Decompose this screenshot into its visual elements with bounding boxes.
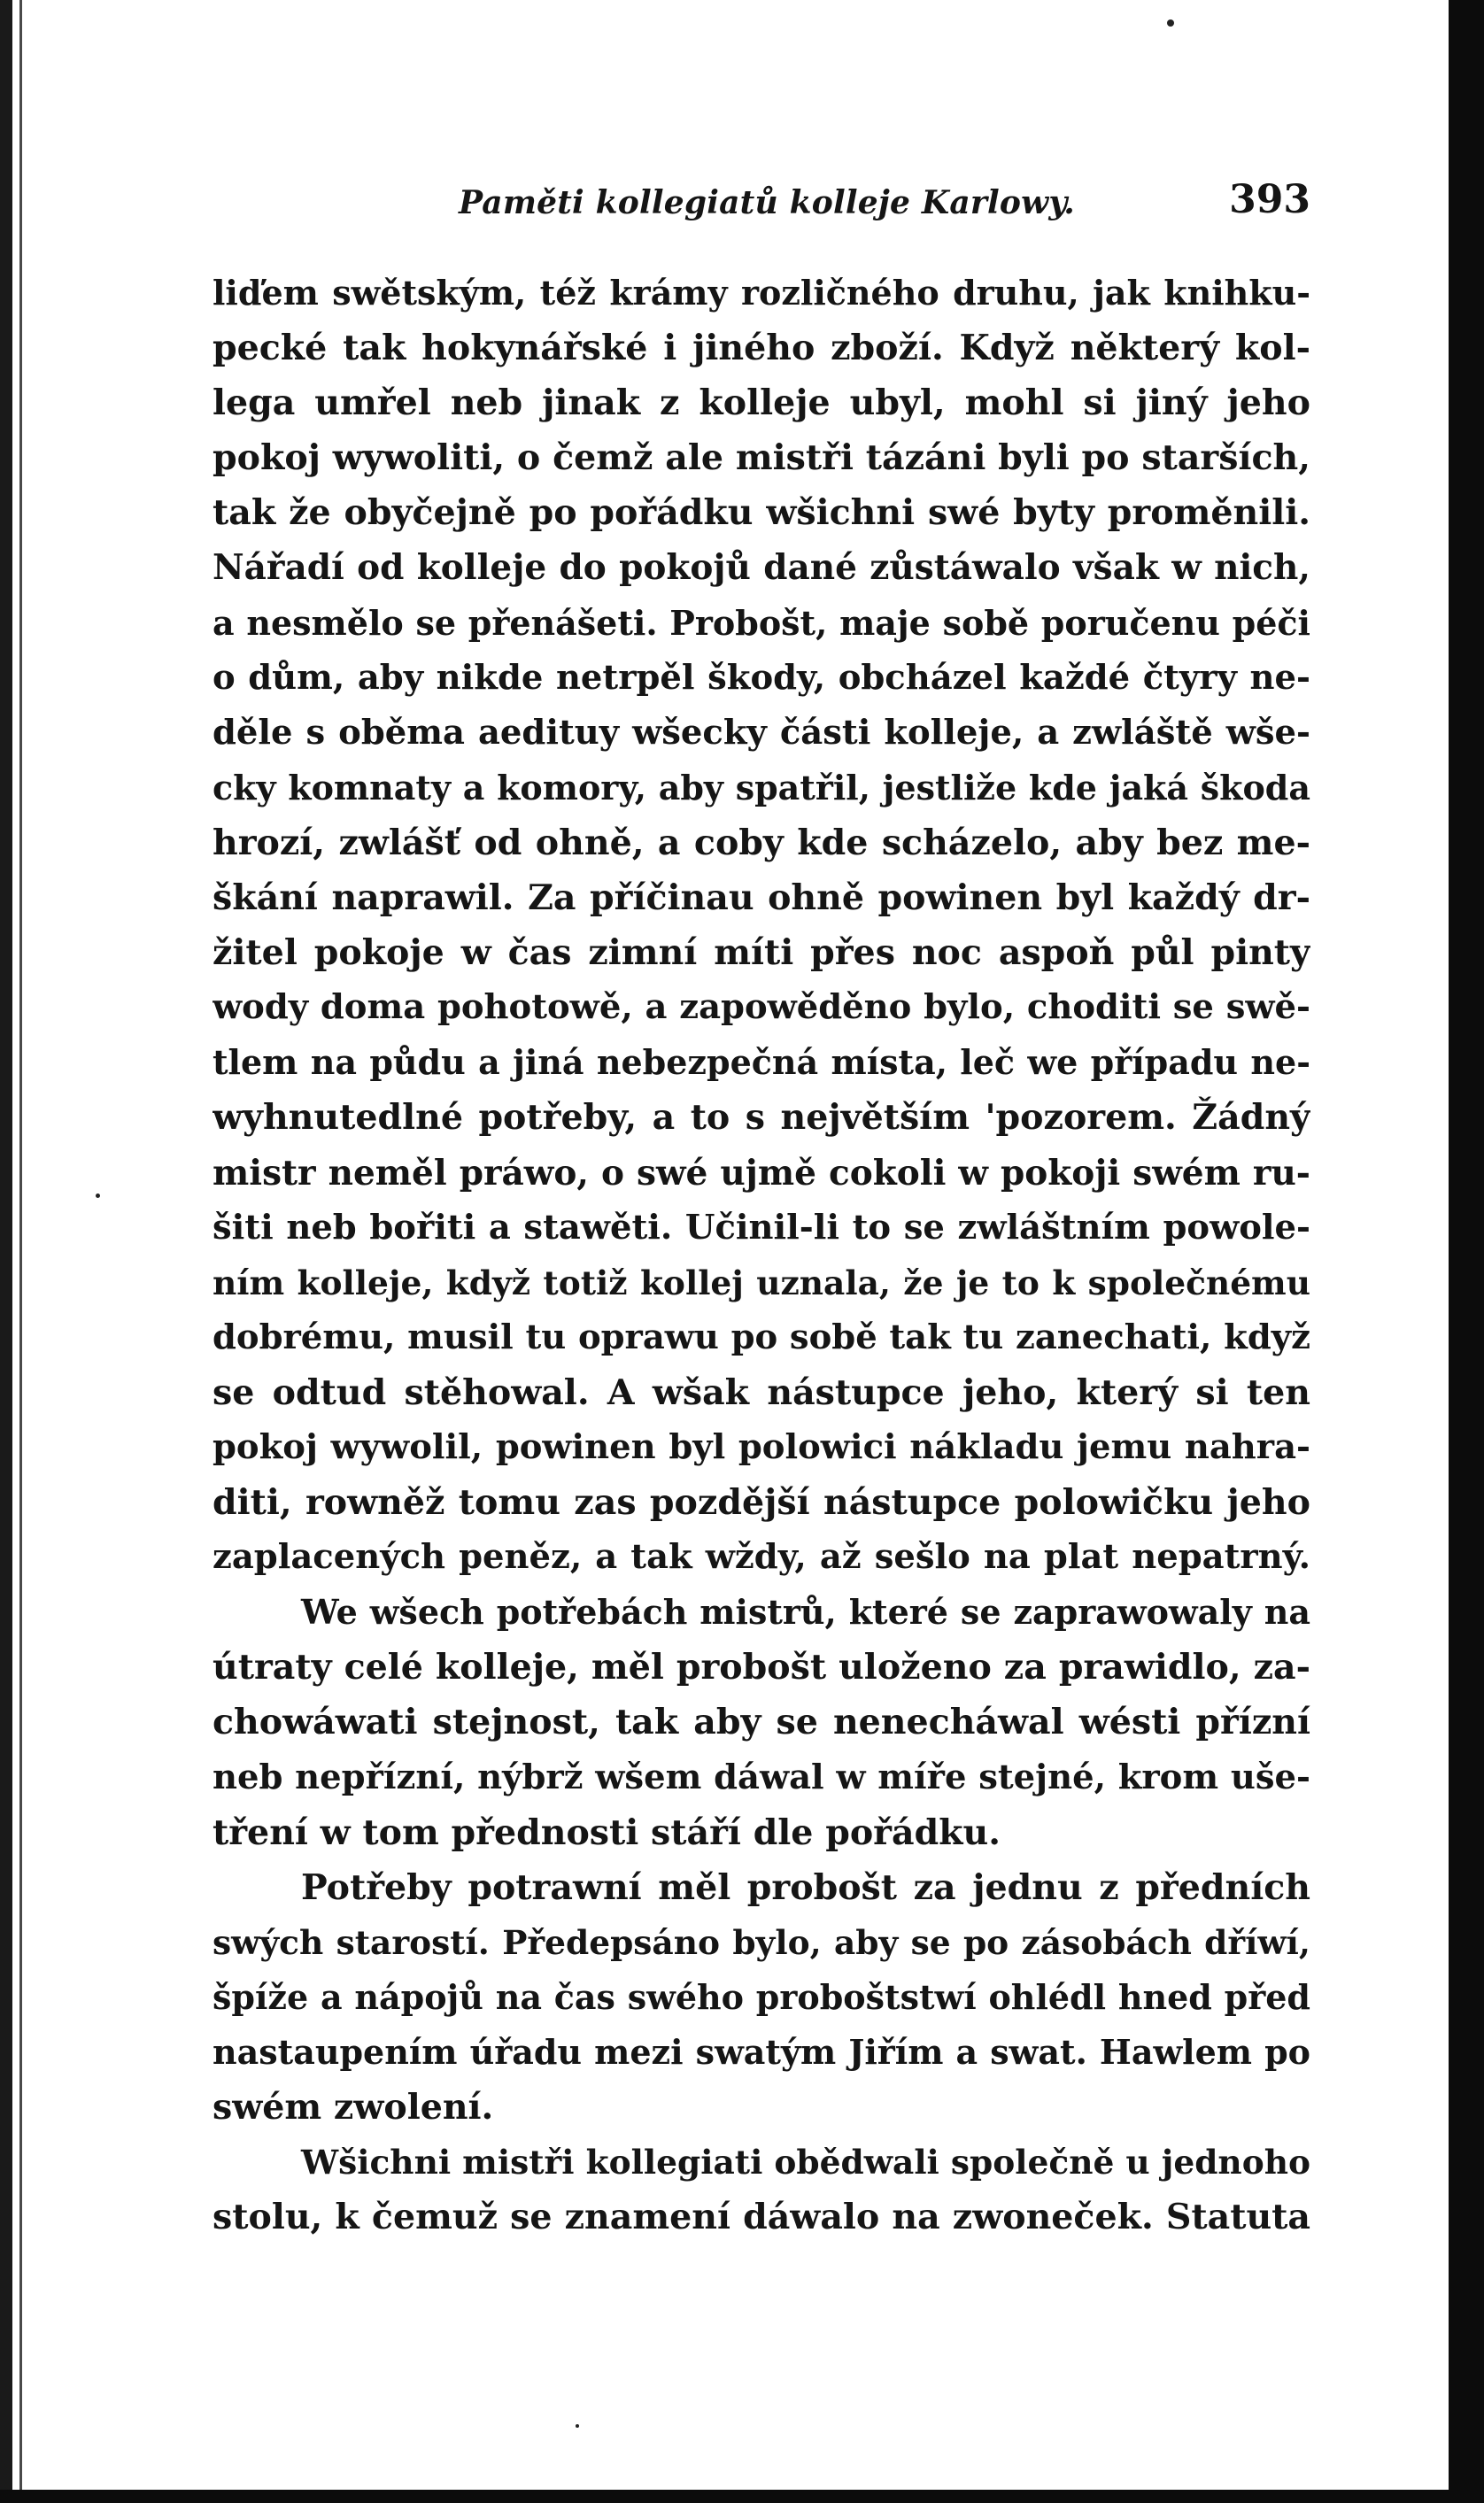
text-line: neb nepřízní, nýbrž wšem dáwal w míře stejné, krom uše- (213, 1757, 1310, 1797)
scan-border-right (1449, 0, 1484, 2503)
text-line: Potřeby potrawní měl probošt za jednu z předních (301, 1866, 1310, 1908)
text-line: chowáwati stejnost, tak aby se nenecháwal wésti přízní (213, 1702, 1310, 1743)
text-line: děle s oběma aedituy wšecky části kolleje, a zwláště wše- (213, 712, 1310, 753)
text-line: pokoj wywolil, powinen byl polowici nákladu jemu nahra- (213, 1426, 1310, 1467)
text-line: a nesmělo se přenášeti. Probošt, maje sobě poručenu péči (213, 602, 1310, 643)
body-text (213, 266, 1310, 2244)
scan-border-left (0, 0, 12, 2503)
text-line: mistr neměl práwo, o swé ujmě cokoli w pokoji swém ru- (213, 1152, 1310, 1194)
text-line: Nářadí od kolleje do pokojů dané zůstáwalo však w nich, (213, 547, 1310, 589)
text-line: stolu, k čemuž se znamení dáwalo na zwoneček. Statuta (213, 2197, 1310, 2238)
text-line: wody doma pohotowě, a zapowěděno bylo, choditi se swě- (213, 987, 1310, 1028)
text-line: hrozí, zwlášť od ohně, a coby kde scházelo, aby bez me- (213, 822, 1310, 863)
text-line: We wšech potřebách mistrů, které se zaprawowaly na (301, 1592, 1310, 1633)
scan-border-bottom (0, 2490, 1484, 2503)
text-line: lega umřel neb jinak z kolleje ubyl, mohl si jiný jeho (213, 382, 1310, 424)
text-line: pecké tak hokynářské i jiného zboží. Když některý kol- (213, 328, 1310, 369)
page-number: 393 (1229, 177, 1310, 222)
text-line: dobrému, musil tu oprawu po sobě tak tu zanechati, když (213, 1317, 1310, 1357)
running-head (213, 177, 1310, 237)
text-line: škání naprawil. Za příčinau ohně powinen byl každý dr- (213, 877, 1310, 919)
text-line: útraty celé kolleje, měl probošt uloženo za prawidlo, za- (213, 1647, 1310, 1688)
text-line: šiti neb bořiti a stawěti. Učinil-li to se zwláštním powole- (213, 1207, 1310, 1248)
text-line: špíže a nápojů na čas swého proboštstwí ohlédl hned před (213, 1976, 1310, 2017)
text-line: swých starostí. Předepsáno bylo, aby se po zásobách dříwí, (213, 1922, 1310, 1962)
text-line: nastaupením úřadu mezi swatým Jiřím a swat. Hawlem po (213, 2032, 1310, 2072)
running-title: Paměti kollegiatů kolleje Karlowy. (459, 184, 1076, 221)
text-line: pokoj wywoliti, o čemž ale mistři tázáni byli po starších, (213, 437, 1310, 479)
text-line: o dům, aby nikde netrpěl škody, obcházel každé čtyry ne- (213, 657, 1310, 698)
text-line: liďem swětským, též krámy rozličného druhu, jak knihku- (213, 273, 1310, 313)
scan-speck (576, 2424, 579, 2428)
text-line: zaplacených peněz, a tak wždy, až sešlo na plat nepatrný. (213, 1537, 1310, 1578)
text-line: se odtud stěhowal. A wšak nástupce jeho, který si ten (213, 1371, 1310, 1413)
text-line: cky komnaty a komory, aby spatřil, jestliže kde jaká škoda (213, 767, 1310, 807)
text-line: wyhnutedlné potřeby, a to s největším 'pozorem. Žádný (213, 1097, 1310, 1139)
text-line: diti, rowněž tomu zas pozdější nástupce polowičku jeho (213, 1482, 1310, 1524)
text-line: tak že obyčejně po pořádku wšichni swé byty proměnili. (213, 492, 1310, 534)
text-line: swém zwolení. (213, 2087, 494, 2128)
text-line: žitel pokoje w čas zimní míti přes noc aspoň půl pinty (213, 932, 1310, 974)
scan-speck (96, 1194, 100, 1198)
scan-speck (1167, 19, 1174, 27)
text-line: tření w tom přednosti stáří dle pořádku. (213, 1812, 1001, 1853)
scan-border-left-inner (19, 0, 22, 2503)
text-line: Wšichni mistři kollegiati obědwali společně u jednoho (301, 2143, 1310, 2182)
text-line: ním kolleje, když totiž kollej uznala, že je to k společnému (213, 1263, 1310, 1302)
text-line: tlem na půdu a jiná nebezpečná místa, leč we případu ne- (213, 1042, 1310, 1083)
